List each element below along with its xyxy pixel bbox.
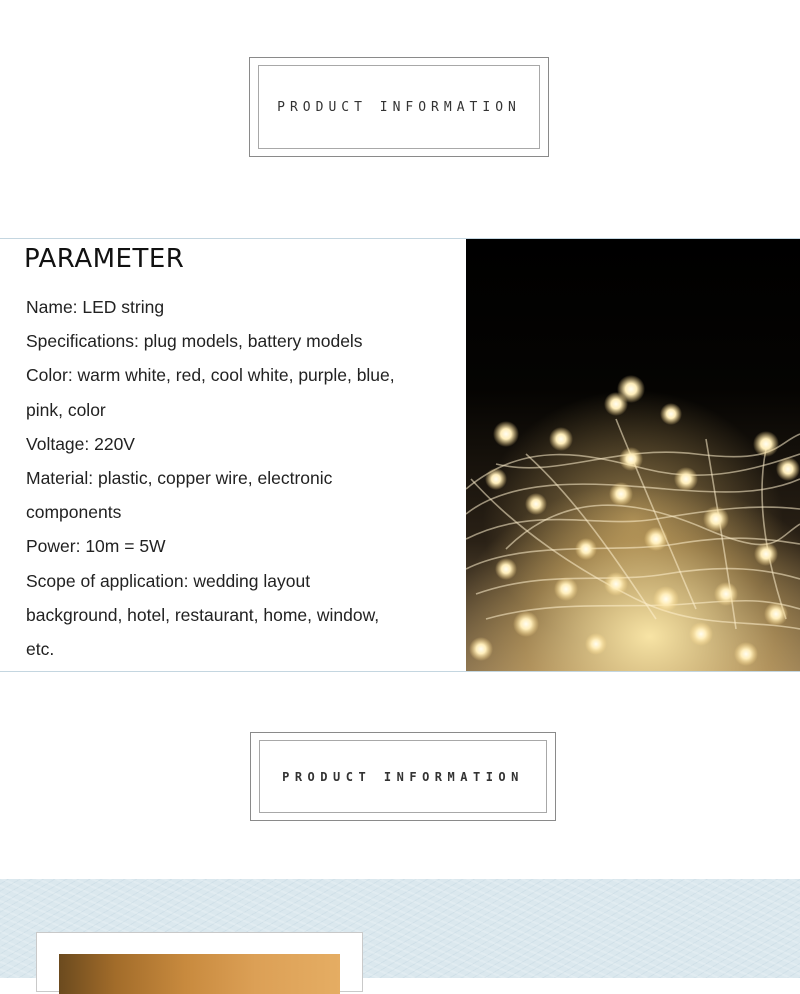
parameter-line: Specifications: plug models, battery models	[26, 331, 363, 352]
led-lights-illustration	[466, 239, 800, 671]
banner-title: PRODUCT INFORMATION	[282, 769, 524, 784]
parameter-line: Power: 10m = 5W	[26, 536, 166, 557]
led-string-lights-photo	[466, 239, 800, 671]
parameter-title: PARAMETER	[24, 244, 185, 274]
photo-frame	[36, 932, 363, 992]
parameter-line: etc.	[26, 639, 55, 660]
product-information-banner	[249, 57, 549, 157]
banner-inner-frame	[258, 65, 540, 149]
banner-title: PRODUCT INFORMATION	[277, 99, 521, 115]
parameter-line: Name: LED string	[26, 297, 165, 317]
parameter-line: components	[26, 502, 122, 523]
banner-inner-frame	[259, 740, 547, 813]
parameter-list	[26, 290, 446, 666]
framed-product-photo	[59, 954, 340, 994]
parameter-line: Scope of application: wedding layout	[26, 570, 311, 591]
parameter-line: Material: plastic, copper wire, electronic	[26, 468, 333, 489]
product-information-banner-2	[250, 732, 556, 821]
parameter-line: pink, color	[26, 399, 106, 420]
parameter-section	[0, 238, 800, 672]
parameter-line: background, hotel, restaurant, home, window,	[26, 604, 380, 625]
textured-background-section	[0, 879, 800, 978]
parameter-line: Color: warm white, red, cool white, purple, blue,	[26, 365, 395, 386]
parameter-line: Voltage: 220V	[26, 433, 135, 454]
